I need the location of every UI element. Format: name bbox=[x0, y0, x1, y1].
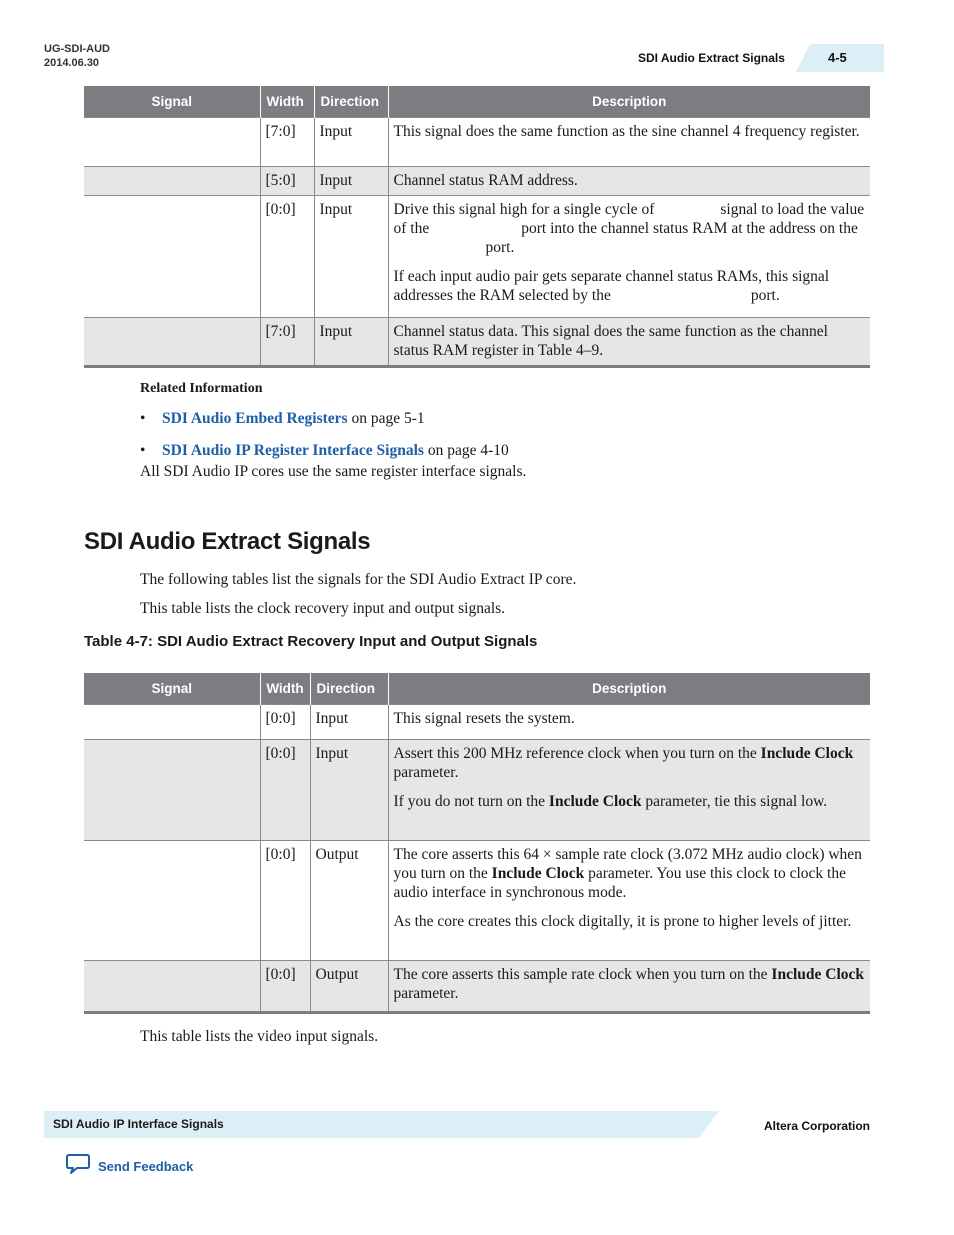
signal-cell bbox=[84, 961, 260, 1013]
description-fragment: port. bbox=[750, 287, 780, 304]
description-cell bbox=[388, 118, 870, 167]
direction-cell: Output bbox=[310, 841, 388, 961]
doc-id-code: UG-SDI-AUD bbox=[44, 43, 110, 55]
description-cell bbox=[388, 318, 870, 367]
signal-cell bbox=[84, 740, 260, 841]
bullet-icon: • bbox=[140, 442, 146, 459]
direction-cell: Input bbox=[314, 318, 388, 367]
description-fragment: parameter, tie this signal low. bbox=[641, 793, 828, 810]
related-note: All SDI Audio IP cores use the same register interface signals. bbox=[140, 463, 527, 480]
signal-cell bbox=[84, 167, 260, 196]
description-paragraph bbox=[394, 845, 866, 902]
recovery-signals-table bbox=[84, 673, 870, 1014]
description-fragment: The core asserts this 64 × sample rate clock (3.072 MHz audio clock) when you turn on the bbox=[393, 846, 862, 882]
direction-cell: Output bbox=[310, 961, 388, 1013]
running-header-title: SDI Audio Extract Signals bbox=[638, 51, 785, 65]
document-id bbox=[44, 42, 110, 70]
table-row bbox=[84, 196, 870, 318]
parameter-name: Include Clock bbox=[771, 966, 865, 983]
col-header-description: Description bbox=[388, 673, 870, 705]
description-fragment: The core asserts this sample rate clock when you turn on the bbox=[393, 966, 772, 983]
description-fragment: If you do not turn on the bbox=[393, 793, 549, 810]
signal-cell bbox=[84, 318, 260, 367]
direction-cell: Input bbox=[310, 740, 388, 841]
description-paragraph bbox=[394, 792, 866, 811]
table-row bbox=[84, 961, 870, 1013]
col-header-direction: Direction bbox=[310, 673, 388, 705]
description-cell bbox=[388, 740, 870, 841]
description-paragraph bbox=[394, 200, 866, 257]
table-row bbox=[84, 740, 870, 841]
link-suffix: on page 4-10 bbox=[423, 442, 509, 459]
description-cell bbox=[388, 841, 870, 961]
related-link-item bbox=[140, 410, 425, 428]
footer-company: Altera Corporation bbox=[764, 1119, 871, 1133]
signal-cell bbox=[84, 841, 260, 961]
width-cell: [5:0] bbox=[260, 167, 314, 196]
description-fragment: parameter. bbox=[393, 764, 459, 781]
related-information-heading: Related Information bbox=[140, 381, 263, 396]
description-fragment: port. bbox=[485, 239, 515, 256]
description-text: This signal does the same function as the sine channel 4 frequency register. bbox=[393, 123, 860, 140]
description-cell bbox=[388, 167, 870, 196]
description-cell bbox=[388, 705, 870, 740]
link-suffix: on page 5-1 bbox=[347, 410, 425, 427]
width-cell: [0:0] bbox=[260, 740, 310, 841]
parameter-name: Include Clock bbox=[760, 745, 854, 762]
signal-cell bbox=[84, 705, 260, 740]
related-link-item bbox=[140, 442, 509, 460]
width-cell: [7:0] bbox=[260, 318, 314, 367]
col-header-width: Width bbox=[260, 86, 314, 118]
page-number: 4-5 bbox=[828, 50, 847, 65]
col-header-direction: Direction bbox=[314, 86, 388, 118]
width-cell: [0:0] bbox=[260, 961, 310, 1013]
description-fragment: port into the channel status RAM at the address on the bbox=[521, 220, 858, 237]
table-row bbox=[84, 841, 870, 961]
table-header-row bbox=[84, 86, 870, 118]
width-cell: [0:0] bbox=[260, 841, 310, 961]
intro-paragraph: This table lists the clock recovery input and output signals. bbox=[140, 600, 506, 617]
direction-cell: Input bbox=[314, 196, 388, 318]
table-row bbox=[84, 118, 870, 167]
after-table-paragraph: This table lists the video input signals. bbox=[140, 1028, 379, 1045]
col-header-signal: Signal bbox=[84, 673, 260, 705]
description-fragment: Assert this 200 MHz reference clock when you turn on the bbox=[393, 745, 761, 762]
send-feedback-link[interactable] bbox=[66, 1153, 193, 1180]
intro-paragraph: The following tables list the signals for the SDI Audio Extract IP core. bbox=[140, 571, 577, 588]
description-paragraph: As the core creates this clock digitally, it is prone to higher levels of jitter. bbox=[393, 913, 852, 930]
table-row bbox=[84, 705, 870, 740]
direction-cell: Input bbox=[314, 167, 388, 196]
description-fragment: Drive this signal high for a single cycle of bbox=[393, 201, 655, 218]
col-header-width: Width bbox=[260, 673, 310, 705]
description-fragment: signal to load the value of the bbox=[393, 201, 865, 237]
signal-cell bbox=[84, 118, 260, 167]
direction-cell: Input bbox=[314, 118, 388, 167]
description-text: Channel status data. This signal does the same function as the channel status RAM register in Table 4–9. bbox=[393, 323, 828, 359]
signal-cell bbox=[84, 196, 260, 318]
table-header-row bbox=[84, 673, 870, 705]
send-feedback-label: Send Feedback bbox=[98, 1159, 194, 1174]
table-row bbox=[84, 167, 870, 196]
section-title: SDI Audio Extract Signals bbox=[84, 528, 371, 555]
description-paragraph bbox=[394, 267, 866, 305]
speech-bubble-icon bbox=[66, 1153, 90, 1180]
table-row bbox=[84, 318, 870, 367]
col-header-signal: Signal bbox=[84, 86, 260, 118]
link-sdi-audio-embed-registers[interactable]: SDI Audio Embed Registers bbox=[162, 410, 348, 427]
direction-cell: Input bbox=[310, 705, 388, 740]
table-caption: Table 4-7: SDI Audio Extract Recovery Input and Output Signals bbox=[84, 633, 538, 650]
parameter-name: Include Clock bbox=[491, 865, 585, 882]
description-text: This signal resets the system. bbox=[393, 710, 575, 727]
width-cell: [0:0] bbox=[260, 705, 310, 740]
footer-chapter-title: SDI Audio IP Interface Signals bbox=[53, 1117, 224, 1131]
bullet-icon: • bbox=[140, 410, 146, 427]
description-cell bbox=[388, 961, 870, 1013]
parameter-name: Include Clock bbox=[548, 793, 642, 810]
description-fragment: parameter. You use this clock to clock the audio interface in synchronous mode. bbox=[393, 865, 846, 901]
description-fragment: If each input audio pair gets separate channel status RAMs, this signal addresses the RAM selected by the bbox=[393, 268, 830, 304]
description-text: Channel status RAM address. bbox=[393, 172, 578, 189]
doc-date: 2014.06.30 bbox=[44, 57, 100, 69]
col-header-description: Description bbox=[388, 86, 870, 118]
description-fragment: parameter. bbox=[393, 985, 459, 1002]
link-register-interface-signals[interactable]: SDI Audio IP Register Interface Signals bbox=[162, 442, 424, 459]
description-cell bbox=[388, 196, 870, 318]
register-signals-table bbox=[84, 86, 870, 368]
description-paragraph bbox=[394, 965, 866, 1003]
width-cell: [7:0] bbox=[260, 118, 314, 167]
description-paragraph bbox=[394, 744, 866, 782]
width-cell: [0:0] bbox=[260, 196, 314, 318]
